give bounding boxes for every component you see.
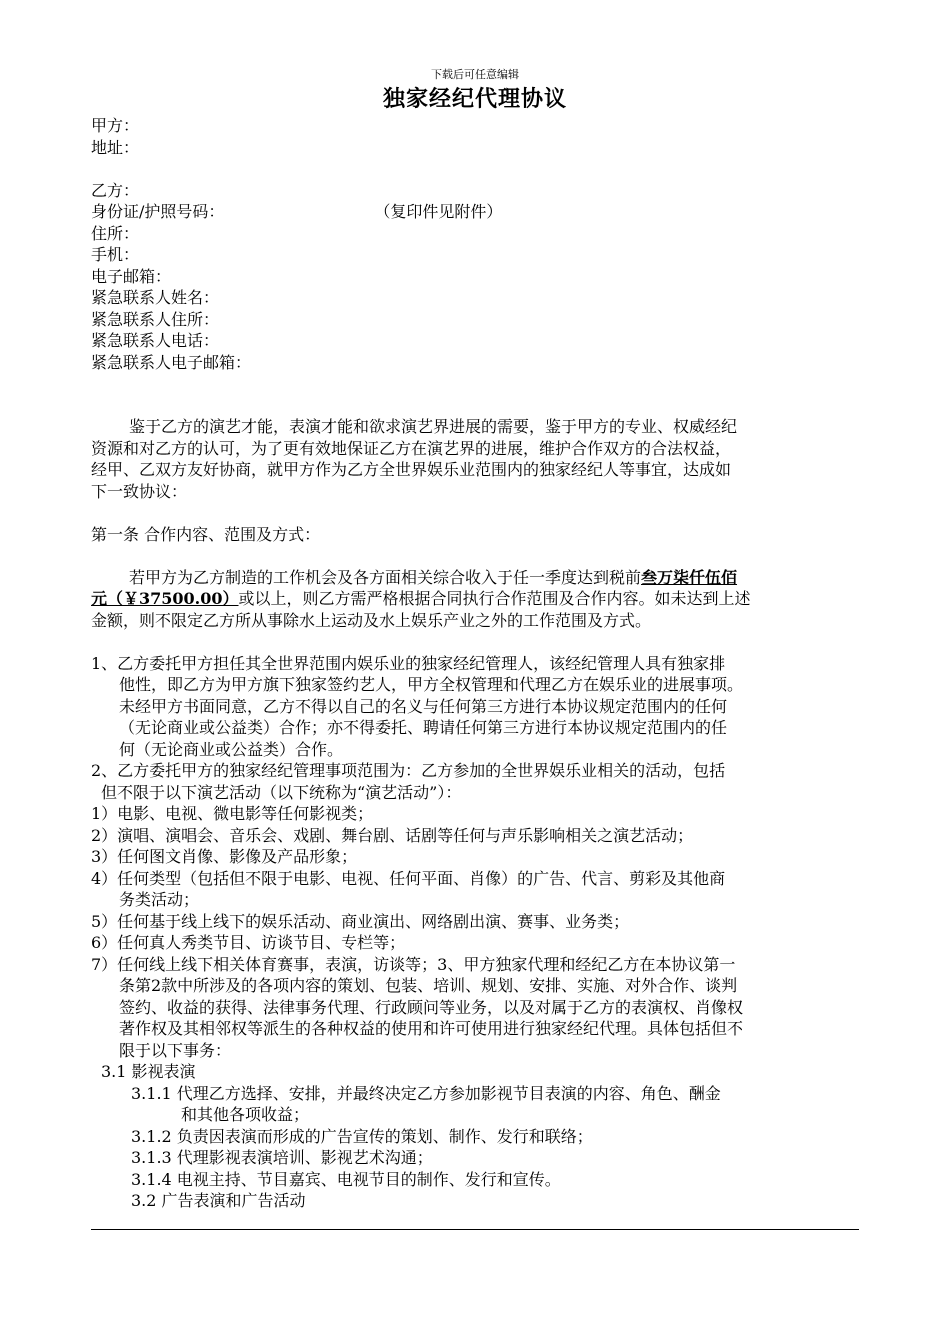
amount-figure: 元（￥37500.00） xyxy=(91,589,239,608)
section-3-1-1: 和其他各项收益； xyxy=(181,1105,310,1124)
clause-2-line: 但不限于以下演艺活动（以下统称为“演艺活动”）： xyxy=(101,782,462,802)
amount-words: 叁万柒仟伍佰 xyxy=(641,567,738,587)
preamble-line: 下一致协议： xyxy=(91,481,188,501)
section-3-1-1: 3.1.1 代理乙方选择、安排，并最终决定乙方参加影视节目表演的内容、角色、酬金 xyxy=(131,1083,721,1103)
section-3-1-3: 3.1.3 代理影视表演培训、影视艺术沟通； xyxy=(131,1148,433,1167)
emergency-residence-label: 紧急联系人住所： xyxy=(91,309,220,329)
preamble-line: 经甲、乙双方友好协商，就甲方作为乙方全世界娱乐业范围内的独家经纪人等事宜，达成如 xyxy=(91,460,732,479)
revenue-clause-text: 或以上，则乙方需严格根据合同执行合作范围及合作内容。如未达到上述 xyxy=(238,589,751,608)
residence-label: 住所： xyxy=(91,223,140,243)
activity-item: 著作权及其相邻权等派生的各种权益的使用和许可使用进行独家经纪代理。具体包括但不 xyxy=(119,1019,744,1038)
emergency-phone-label: 紧急联系人电话： xyxy=(91,331,220,350)
spacer xyxy=(91,158,861,180)
activity-item: 2）演唱、演唱会、音乐会、戏剧、舞台剧、话剧等任何与声乐影响相关之演艺活动； xyxy=(91,825,694,845)
section-3-1-2: 3.1.2 负责因表演而形成的广告宣传的策划、制作、发行和联络； xyxy=(131,1126,593,1146)
address-label: 地址： xyxy=(91,137,140,157)
mobile-label: 手机： xyxy=(91,245,140,264)
activity-item: 限于以下事务： xyxy=(119,1040,232,1060)
activity-item: 条第2款中所涉及的各项内容的策划、包装、培训、规划、安排、实施、对外合作、谈判 xyxy=(119,976,738,995)
footer-divider xyxy=(91,1229,859,1230)
agreement-body xyxy=(91,115,861,1212)
clause-1-line: 何（无论商业或公益类）合作。 xyxy=(119,739,344,759)
party-b-label: 乙方： xyxy=(91,180,140,200)
spacer xyxy=(91,631,861,653)
section-3-1-4: 3.1.4 电视主持、节目嘉宾、电视节目的制作、发行和宣传。 xyxy=(131,1169,561,1189)
activity-item: 4）任何类型（包括但不限于电影、电视、任何平面、肖像）的广告、代言、剪彩及其他商 xyxy=(91,868,726,888)
activity-item: 签约、收益的获得、法律事务代理、行政顾问等业务，以及对属于乙方的表演权、肖像权 xyxy=(119,997,744,1017)
download-note: 下载后可任意编辑 xyxy=(431,68,519,81)
spacer xyxy=(91,373,861,395)
activity-item: 7）任何线上线下相关体育赛事，表演，访谈等；3、甲方独家代理和经纪乙方在本协议第一 xyxy=(91,954,736,974)
activity-item: 6）任何真人秀类节目、访谈节目、专栏等； xyxy=(91,933,406,952)
activity-item: 1）电影、电视、微电影等任何影视类； xyxy=(91,804,374,823)
clause-1-line: 未经甲方书面同意，乙方不得以自己的名义与任何第三方进行本协议规定范围内的任何 xyxy=(119,696,728,716)
activity-item: 5）任何基于线上线下的娱乐活动、商业演出、网络剧出演、赛事、业务类； xyxy=(91,911,630,931)
emergency-email-label: 紧急联系人电子邮箱： xyxy=(91,352,252,372)
section-3-1-heading: 3.1 影视表演 xyxy=(101,1062,196,1081)
clause-1-line: 1、乙方委托甲方担任其全世界范围内娱乐业的独家经纪管理人，该经纪管理人具有独家排 xyxy=(91,653,726,673)
activity-item: 3）任何图文肖像、影像及产品形象； xyxy=(91,847,358,866)
revenue-clause-text: 若甲方为乙方制造的工作机会及各方面相关综合收入于任一季度达到税前 xyxy=(129,567,642,587)
clause-2-line: 2、乙方委托甲方的独家经纪管理事项范围为：乙方参加的全世界娱乐业相关的活动，包括 xyxy=(91,761,726,780)
activity-item: 务类活动； xyxy=(119,890,200,909)
party-a-label: 甲方： xyxy=(91,116,140,135)
revenue-clause-line: 金额，则不限定乙方所从事除水上运动及水上娱乐产业之外的工作范围及方式。 xyxy=(91,610,652,630)
email-label: 电子邮箱： xyxy=(91,266,172,286)
section-3-2-heading: 3.2 广告表演和广告活动 xyxy=(131,1191,306,1210)
page-title: 独家经纪代理协议 xyxy=(382,86,567,112)
id-number-row xyxy=(91,201,861,223)
article-1-heading: 第一条 合作内容、范围及方式： xyxy=(91,524,321,544)
spacer xyxy=(91,395,861,417)
preamble-line: 鉴于乙方的演艺才能，表演才能和欲求演艺界进展的需要，鉴于甲方的专业、权威经纪 xyxy=(129,417,738,436)
revenue-clause-line xyxy=(91,567,861,589)
clause-1-line: 他性，即乙方为甲方旗下独家签约艺人，甲方全权管理和代理乙方在娱乐业的进展事项。 xyxy=(119,675,744,694)
id-copy-note: （复印件见附件） xyxy=(374,202,503,221)
spacer xyxy=(91,545,861,567)
preamble-line: 资源和对乙方的认可，为了更有效地保证乙方在演艺界的进展，维护合作双方的合法权益， xyxy=(91,438,732,458)
spacer xyxy=(91,502,861,524)
clause-1-line: （无论商业或公益类）合作；亦不得委托、聘请任何第三方进行本协议规定范围内的任 xyxy=(119,718,728,737)
id-number-label: 身份证/护照号码： xyxy=(91,202,225,221)
emergency-name-label: 紧急联系人姓名： xyxy=(91,288,220,307)
revenue-clause-line xyxy=(91,588,861,610)
